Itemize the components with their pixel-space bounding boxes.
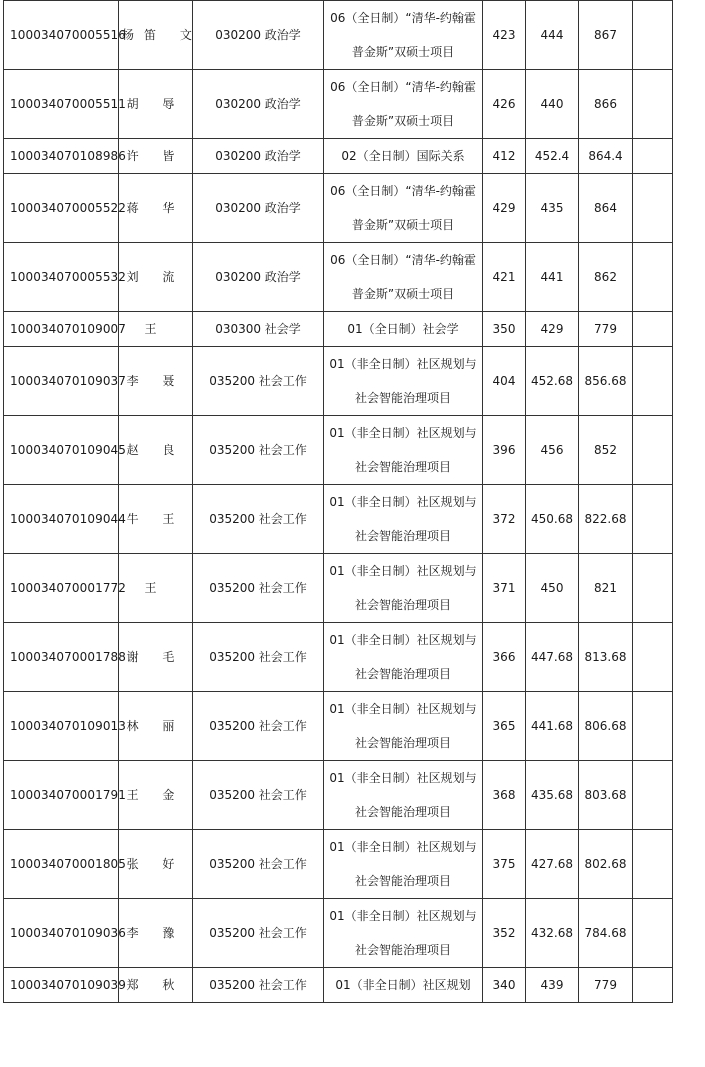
- major-cell: 030200 政治学: [193, 139, 324, 174]
- table-row: [4, 416, 673, 485]
- table-row: [4, 830, 673, 899]
- research-direction-cell: 01（非全日制）社区规划与社会智能治理项目: [324, 830, 483, 899]
- retest-score-cell: 432.68: [526, 899, 579, 968]
- research-direction-cell: 01（非全日制）社区规划: [324, 968, 483, 1003]
- retest-score-cell: 435.68: [526, 761, 579, 830]
- prelim-score-cell: 429: [483, 174, 526, 243]
- total-score-cell: 779: [579, 312, 633, 347]
- retest-score-cell: 440: [526, 70, 579, 139]
- total-score-cell: 864.4: [579, 139, 633, 174]
- candidate-id-cell: 100034070001788: [4, 623, 119, 692]
- candidate-name-cell: 王: [119, 312, 193, 347]
- research-direction-cell: 06（全日制）“清华-约翰霍普金斯”双硕士项目: [324, 70, 483, 139]
- table-row: [4, 174, 673, 243]
- table-body: [4, 1, 673, 1003]
- remark-cell: [633, 70, 673, 139]
- table-row: [4, 692, 673, 761]
- prelim-score-cell: 421: [483, 243, 526, 312]
- candidate-name-cell: 刘 流: [119, 243, 193, 312]
- prelim-score-cell: 350: [483, 312, 526, 347]
- retest-score-cell: 441.68: [526, 692, 579, 761]
- retest-score-cell: 429: [526, 312, 579, 347]
- candidate-id-cell: 100034070109044: [4, 485, 119, 554]
- candidate-id-cell: 100034070005516: [4, 1, 119, 70]
- research-direction-cell: 01（非全日制）社区规划与社会智能治理项目: [324, 347, 483, 416]
- major-cell: 035200 社会工作: [193, 347, 324, 416]
- retest-score-cell: 450.68: [526, 485, 579, 554]
- prelim-score-cell: 340: [483, 968, 526, 1003]
- candidate-id-cell: 100034070108986: [4, 139, 119, 174]
- retest-score-cell: 452.68: [526, 347, 579, 416]
- candidate-id-cell: 100034070001805: [4, 830, 119, 899]
- admission-results-table: [3, 0, 673, 1003]
- table-row: [4, 485, 673, 554]
- major-cell: 030200 政治学: [193, 70, 324, 139]
- candidate-id-cell: 100034070109013: [4, 692, 119, 761]
- retest-score-cell: 447.68: [526, 623, 579, 692]
- remark-cell: [633, 416, 673, 485]
- total-score-cell: 866: [579, 70, 633, 139]
- candidate-name-cell: 郑 秋: [119, 968, 193, 1003]
- candidate-id-cell: 100034070109045: [4, 416, 119, 485]
- candidate-name-cell: 林 丽: [119, 692, 193, 761]
- research-direction-cell: 01（全日制）社会学: [324, 312, 483, 347]
- candidate-name-cell: 赵 良: [119, 416, 193, 485]
- research-direction-cell: 01（非全日制）社区规划与社会智能治理项目: [324, 899, 483, 968]
- remark-cell: [633, 1, 673, 70]
- major-cell: 035200 社会工作: [193, 830, 324, 899]
- retest-score-cell: 441: [526, 243, 579, 312]
- total-score-cell: 779: [579, 968, 633, 1003]
- table-row: [4, 623, 673, 692]
- major-cell: 035200 社会工作: [193, 692, 324, 761]
- prelim-score-cell: 352: [483, 899, 526, 968]
- prelim-score-cell: 371: [483, 554, 526, 623]
- candidate-name-cell: 李 豫: [119, 899, 193, 968]
- candidate-id-cell: 100034070005511: [4, 70, 119, 139]
- remark-cell: [633, 347, 673, 416]
- retest-score-cell: 456: [526, 416, 579, 485]
- research-direction-cell: 01（非全日制）社区规划与社会智能治理项目: [324, 554, 483, 623]
- major-cell: 035200 社会工作: [193, 899, 324, 968]
- candidate-id-cell: 100034070005522: [4, 174, 119, 243]
- prelim-score-cell: 404: [483, 347, 526, 416]
- retest-score-cell: 450: [526, 554, 579, 623]
- candidate-name-cell: 谢 毛: [119, 623, 193, 692]
- candidate-id-cell: 100034070109007: [4, 312, 119, 347]
- remark-cell: [633, 899, 673, 968]
- total-score-cell: 856.68: [579, 347, 633, 416]
- retest-score-cell: 439: [526, 968, 579, 1003]
- candidate-name-cell: 牛 王: [119, 485, 193, 554]
- research-direction-cell: 02（全日制）国际关系: [324, 139, 483, 174]
- major-cell: 035200 社会工作: [193, 416, 324, 485]
- major-cell: 035200 社会工作: [193, 554, 324, 623]
- remark-cell: [633, 761, 673, 830]
- research-direction-cell: 06（全日制）“清华-约翰霍普金斯”双硕士项目: [324, 174, 483, 243]
- total-score-cell: 822.68: [579, 485, 633, 554]
- prelim-score-cell: 423: [483, 1, 526, 70]
- candidate-name-cell: 蒋 华: [119, 174, 193, 243]
- remark-cell: [633, 312, 673, 347]
- total-score-cell: 862: [579, 243, 633, 312]
- candidate-id-cell: 100034070109036: [4, 899, 119, 968]
- research-direction-cell: 06（全日制）“清华-约翰霍普金斯”双硕士项目: [324, 1, 483, 70]
- total-score-cell: 806.68: [579, 692, 633, 761]
- table-row: [4, 139, 673, 174]
- remark-cell: [633, 485, 673, 554]
- table-row: [4, 899, 673, 968]
- major-cell: 030200 政治学: [193, 1, 324, 70]
- major-cell: 030200 政治学: [193, 174, 324, 243]
- total-score-cell: 802.68: [579, 830, 633, 899]
- prelim-score-cell: 396: [483, 416, 526, 485]
- total-score-cell: 813.68: [579, 623, 633, 692]
- prelim-score-cell: 372: [483, 485, 526, 554]
- table-row: [4, 761, 673, 830]
- prelim-score-cell: 426: [483, 70, 526, 139]
- candidate-name-cell: 王 金: [119, 761, 193, 830]
- candidate-name-cell: 李 聂: [119, 347, 193, 416]
- candidate-name-cell: 张 好: [119, 830, 193, 899]
- total-score-cell: 852: [579, 416, 633, 485]
- retest-score-cell: 452.4: [526, 139, 579, 174]
- candidate-id-cell: 100034070109037: [4, 347, 119, 416]
- table-row: [4, 347, 673, 416]
- prelim-score-cell: 365: [483, 692, 526, 761]
- remark-cell: [633, 554, 673, 623]
- total-score-cell: 784.68: [579, 899, 633, 968]
- table-row: [4, 554, 673, 623]
- major-cell: 035200 社会工作: [193, 968, 324, 1003]
- table-row: [4, 70, 673, 139]
- total-score-cell: 821: [579, 554, 633, 623]
- candidate-name-cell: 王: [119, 554, 193, 623]
- total-score-cell: 864: [579, 174, 633, 243]
- prelim-score-cell: 375: [483, 830, 526, 899]
- candidate-name-cell: 胡 辱: [119, 70, 193, 139]
- major-cell: 035200 社会工作: [193, 623, 324, 692]
- remark-cell: [633, 692, 673, 761]
- remark-cell: [633, 623, 673, 692]
- remark-cell: [633, 830, 673, 899]
- candidate-id-cell: 100034070005532: [4, 243, 119, 312]
- retest-score-cell: 444: [526, 1, 579, 70]
- prelim-score-cell: 412: [483, 139, 526, 174]
- retest-score-cell: 435: [526, 174, 579, 243]
- remark-cell: [633, 968, 673, 1003]
- table-row: [4, 968, 673, 1003]
- total-score-cell: 867: [579, 1, 633, 70]
- research-direction-cell: 01（非全日制）社区规划与社会智能治理项目: [324, 416, 483, 485]
- major-cell: 035200 社会工作: [193, 485, 324, 554]
- major-cell: 035200 社会工作: [193, 761, 324, 830]
- total-score-cell: 803.68: [579, 761, 633, 830]
- candidate-id-cell: 100034070109039: [4, 968, 119, 1003]
- candidate-name-cell: 许 皆: [119, 139, 193, 174]
- remark-cell: [633, 139, 673, 174]
- research-direction-cell: 01（非全日制）社区规划与社会智能治理项目: [324, 761, 483, 830]
- table-row: [4, 243, 673, 312]
- candidate-id-cell: 100034070001772: [4, 554, 119, 623]
- table-row: [4, 1, 673, 70]
- research-direction-cell: 01（非全日制）社区规划与社会智能治理项目: [324, 485, 483, 554]
- remark-cell: [633, 243, 673, 312]
- remark-cell: [633, 174, 673, 243]
- prelim-score-cell: 368: [483, 761, 526, 830]
- candidate-name-cell: 杨笛 文: [119, 1, 193, 70]
- research-direction-cell: 01（非全日制）社区规划与社会智能治理项目: [324, 692, 483, 761]
- table-row: [4, 312, 673, 347]
- major-cell: 030300 社会学: [193, 312, 324, 347]
- retest-score-cell: 427.68: [526, 830, 579, 899]
- prelim-score-cell: 366: [483, 623, 526, 692]
- research-direction-cell: 06（全日制）“清华-约翰霍普金斯”双硕士项目: [324, 243, 483, 312]
- candidate-id-cell: 100034070001791: [4, 761, 119, 830]
- major-cell: 030200 政治学: [193, 243, 324, 312]
- research-direction-cell: 01（非全日制）社区规划与社会智能治理项目: [324, 623, 483, 692]
